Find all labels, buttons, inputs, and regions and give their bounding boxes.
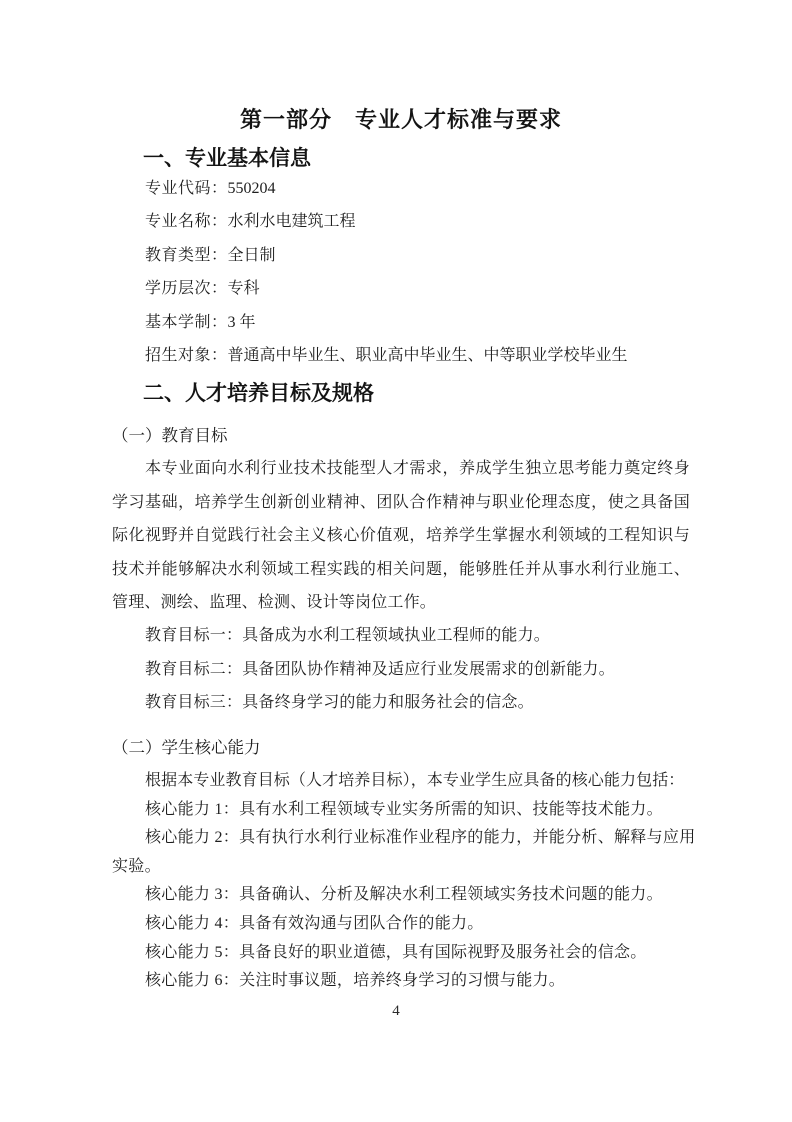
paragraph-line: 本专业面向水利行业技术技能型人才需求，养成学生独立思考能力奠定终身 bbox=[145, 460, 690, 478]
core-ability-list bbox=[112, 796, 696, 996]
info-row-major-code bbox=[112, 172, 690, 205]
paragraph-line: 技术并能够解决水利领域工程实践的相关问题，能够胜任并从事水利行业施工、 bbox=[112, 560, 690, 578]
section-heading-training-goals: 二、人才培养目标及规格 bbox=[143, 381, 374, 406]
info-row-education-type bbox=[112, 239, 690, 272]
page-number: 4 bbox=[392, 1003, 400, 1019]
education-goal-line: 教育目标二：具备团队协作精神及适应行业发展需求的创新能力。 bbox=[145, 660, 615, 678]
education-goal-line: 教育目标三：具备终身学习的能力和服务社会的信念。 bbox=[145, 694, 534, 712]
core-ability-line: 核心能力 3：具备确认、分析及解决水利工程领域实务技术问题的能力。 bbox=[145, 886, 663, 904]
core-ability-line: 核心能力 1：具有水利工程领域专业实务所需的知识、技能等技术能力。 bbox=[145, 800, 663, 818]
info-row-study-length bbox=[112, 306, 690, 339]
section-heading-basic-info: 一、专业基本信息 bbox=[143, 146, 311, 170]
core-ability-line: 核心能力 4：具备有效沟通与团队合作的能力。 bbox=[145, 915, 484, 932]
info-value: 专科 bbox=[227, 280, 260, 298]
core-ability-line: 核心能力 6：关注时事议题，培养终身学习的习惯与能力。 bbox=[145, 972, 566, 990]
info-row-major-name bbox=[112, 205, 690, 238]
info-label: 专业代码： bbox=[145, 180, 228, 197]
info-value: 普通高中毕业生、职业高中毕业生、中等职业学校毕业生 bbox=[227, 347, 628, 365]
basic-info-list bbox=[112, 172, 690, 372]
subsection-heading-core-ability: （二）学生核心能力 bbox=[112, 737, 261, 757]
info-label: 专业名称： bbox=[145, 213, 228, 231]
core-ability-line: 实验。 bbox=[112, 857, 161, 875]
info-row-degree-level bbox=[112, 272, 690, 305]
paragraph-line: 学习基础，培养学生创新创业精神、团队合作精神与职业伦理态度，使之具备国 bbox=[112, 493, 690, 511]
info-label: 基本学制： bbox=[145, 313, 228, 331]
core-ability-line: 核心能力 2：具有执行水利行业标准作业程序的能力，并能分析、解释与应用 bbox=[145, 829, 696, 847]
core-ability-line: 核心能力 5：具备良好的职业道德，具有国际视野及服务社会的信念。 bbox=[145, 943, 647, 961]
info-row-enrollment-target bbox=[112, 339, 690, 372]
document-title: 第一部分 专业人才标准与要求 bbox=[239, 108, 562, 133]
info-value: 550204 bbox=[227, 180, 276, 197]
info-label: 招生对象： bbox=[145, 347, 228, 365]
info-value: 全日制 bbox=[227, 246, 276, 264]
paragraph-line: 际化视野并自觉践行社会主义核心价值观，培养学生掌握水利领域的工程知识与 bbox=[112, 527, 690, 545]
subsection-heading-education-goal: （一）教育目标 bbox=[112, 426, 228, 446]
education-goal-paragraph bbox=[112, 452, 690, 619]
info-label: 教育类型： bbox=[145, 246, 228, 264]
core-ability-intro: 根据本专业教育目标（人才培养目标），本专业学生应具备的核心能力包括： bbox=[145, 771, 685, 789]
paragraph-line: 管理、测绘、监理、检测、设计等岗位工作。 bbox=[112, 594, 437, 611]
info-value: 3 年 bbox=[227, 313, 256, 331]
education-goal-line: 教育目标一：具备成为水利工程领域执业工程师的能力。 bbox=[145, 627, 551, 645]
info-label: 学历层次： bbox=[145, 280, 228, 298]
education-goal-list bbox=[112, 619, 690, 719]
info-value: 水利水电建筑工程 bbox=[227, 213, 356, 231]
